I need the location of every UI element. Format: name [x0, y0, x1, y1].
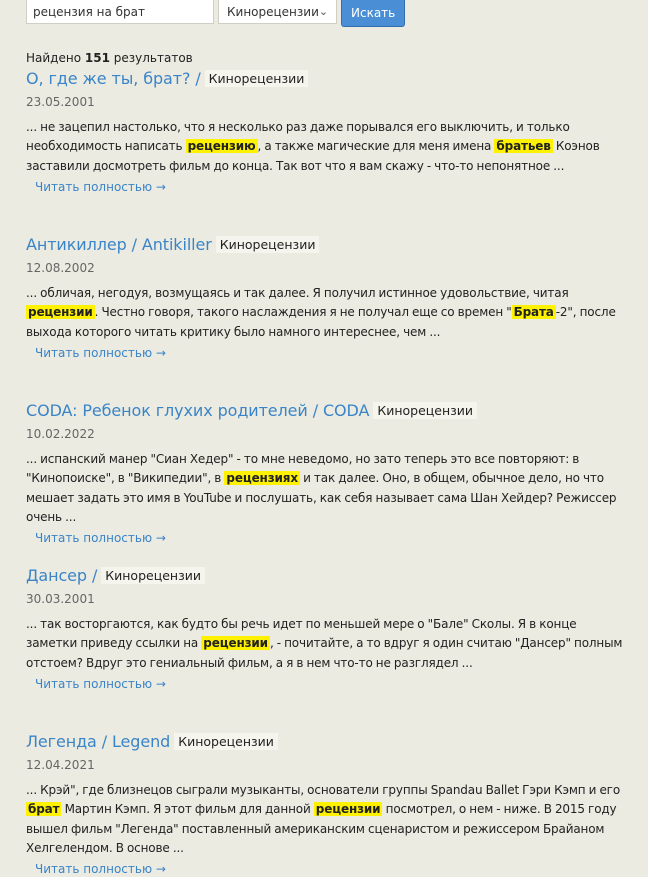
snippet-text: ... обличая, негодуя, возмущаясь и так далее. Я получил истинное удовольствие, читая	[26, 286, 569, 300]
result-category-badge: Кинорецензии	[205, 70, 309, 87]
snippet-text: ... испанский манер "Сиан Хедер" - то мне неведомо, но зато теперь это все повторяют: в "Кинопоиске", в "Википедии", в	[26, 452, 580, 486]
result-title-link[interactable]: О, где же ты, брат? /	[26, 68, 201, 88]
result-snippet	[26, 781, 626, 858]
search-button[interactable]: Искать	[341, 0, 405, 27]
result-snippet	[26, 615, 626, 673]
category-select[interactable]	[218, 0, 337, 24]
read-more-link[interactable]: Читать полностью →	[35, 676, 166, 691]
search-result	[26, 563, 626, 692]
results-count-number: 151	[84, 51, 110, 65]
result-title-link[interactable]: Легенда / Legend	[26, 731, 171, 751]
result-date: 12.04.2021	[26, 758, 95, 772]
highlighted-keyword: рецензии	[203, 636, 268, 651]
snippet-text: ... не зацепил настолько, что я несколько раз даже порывался его выключить, и только необходимость написать	[26, 120, 570, 154]
highlighted-keyword: брат	[28, 802, 60, 817]
result-snippet	[26, 450, 626, 527]
snippet-text: посмотрел, о нем - ниже. В 2015 году вышел фильм "Легенда" поставленный американским сценаристом и режиссером Брайаном Хелгелендом. В основе ...	[26, 802, 617, 855]
result-category-badge: Кинорецензии	[174, 733, 278, 750]
chevron-down-icon: ⌄	[318, 5, 329, 18]
result-snippet	[26, 284, 626, 342]
search-input[interactable]	[26, 0, 214, 24]
result-category-badge: Кинорецензии	[101, 567, 205, 584]
result-snippet	[26, 118, 626, 176]
category-select-value: Кинорецензии	[227, 5, 319, 19]
snippet-text: , а также магические для меня имена	[257, 139, 495, 154]
result-title-link[interactable]: Антикиллер / Antikiller	[26, 234, 212, 254]
snippet-text: ... так восторгаются, как будто бы речь идет по меньшей мере о "Бале" Сколы. Я в конце заметки приведу ссылки на	[26, 617, 577, 651]
result-date: 30.03.2001	[26, 592, 95, 606]
results-count	[26, 51, 193, 65]
read-more-link[interactable]: Читать полностью →	[35, 862, 166, 877]
result-category-badge: Кинорецензии	[216, 236, 320, 253]
highlighted-keyword: братьев	[496, 139, 551, 154]
read-more-link[interactable]: Читать полностью →	[35, 531, 166, 546]
search-result	[26, 66, 626, 195]
snippet-text: -2", после выхода которого читать критику было намного интереснее, чем ...	[26, 305, 616, 339]
result-title-link[interactable]: Дансер /	[26, 565, 98, 585]
result-title-link[interactable]: CODA: Ребенок глухих родителей / CODA	[26, 400, 370, 420]
result-category-badge: Кинорецензии	[373, 402, 477, 419]
results-count-suffix: результатов	[113, 51, 193, 65]
results-count-prefix: Найдено	[26, 51, 82, 65]
highlighted-keyword: рецензии	[28, 305, 93, 320]
snippet-text: ... Крэй", где близнецов сыграли музыканты, основатели группы Spandau Ballet Гэри Кэмп и его	[26, 783, 621, 797]
highlighted-keyword: рецензии	[315, 802, 381, 817]
snippet-text: , - почитайте, а то вдруг я один считаю "Дансер" полным отстоем? Вдруг это гениальный фильм, а я в нем что-то не разглядел ...	[26, 636, 623, 670]
result-date: 12.08.2002	[26, 261, 95, 275]
snippet-text: Мартин Кэмп. Я этот фильм для данной	[61, 802, 314, 817]
search-bar	[26, 0, 405, 27]
result-date: 10.02.2022	[26, 427, 95, 441]
search-result	[26, 232, 626, 361]
snippet-text: Коэнов заставили досмотреть фильм до конца. Так вот что я вам скажу - что-то непонятное ...	[26, 139, 600, 173]
snippet-text: . Честно говоря, такого наслаждения я не получал еще со времен "	[94, 305, 512, 320]
read-more-link[interactable]: Читать полностью →	[35, 345, 166, 360]
highlighted-keyword: Брата	[513, 305, 554, 320]
search-result	[26, 729, 626, 877]
read-more-link[interactable]: Читать полностью →	[35, 179, 166, 194]
result-date: 23.05.2001	[26, 95, 95, 109]
highlighted-keyword: рецензию	[187, 139, 256, 154]
highlighted-keyword: рецензиях	[226, 471, 298, 486]
snippet-text: и так далее. Оно, в общем, обычное дело, но что мешает задать это имя в YouTube и послушать, как себя называет сама Шан Хейдер? Режиссер очень ...	[26, 471, 617, 524]
search-result	[26, 398, 626, 546]
